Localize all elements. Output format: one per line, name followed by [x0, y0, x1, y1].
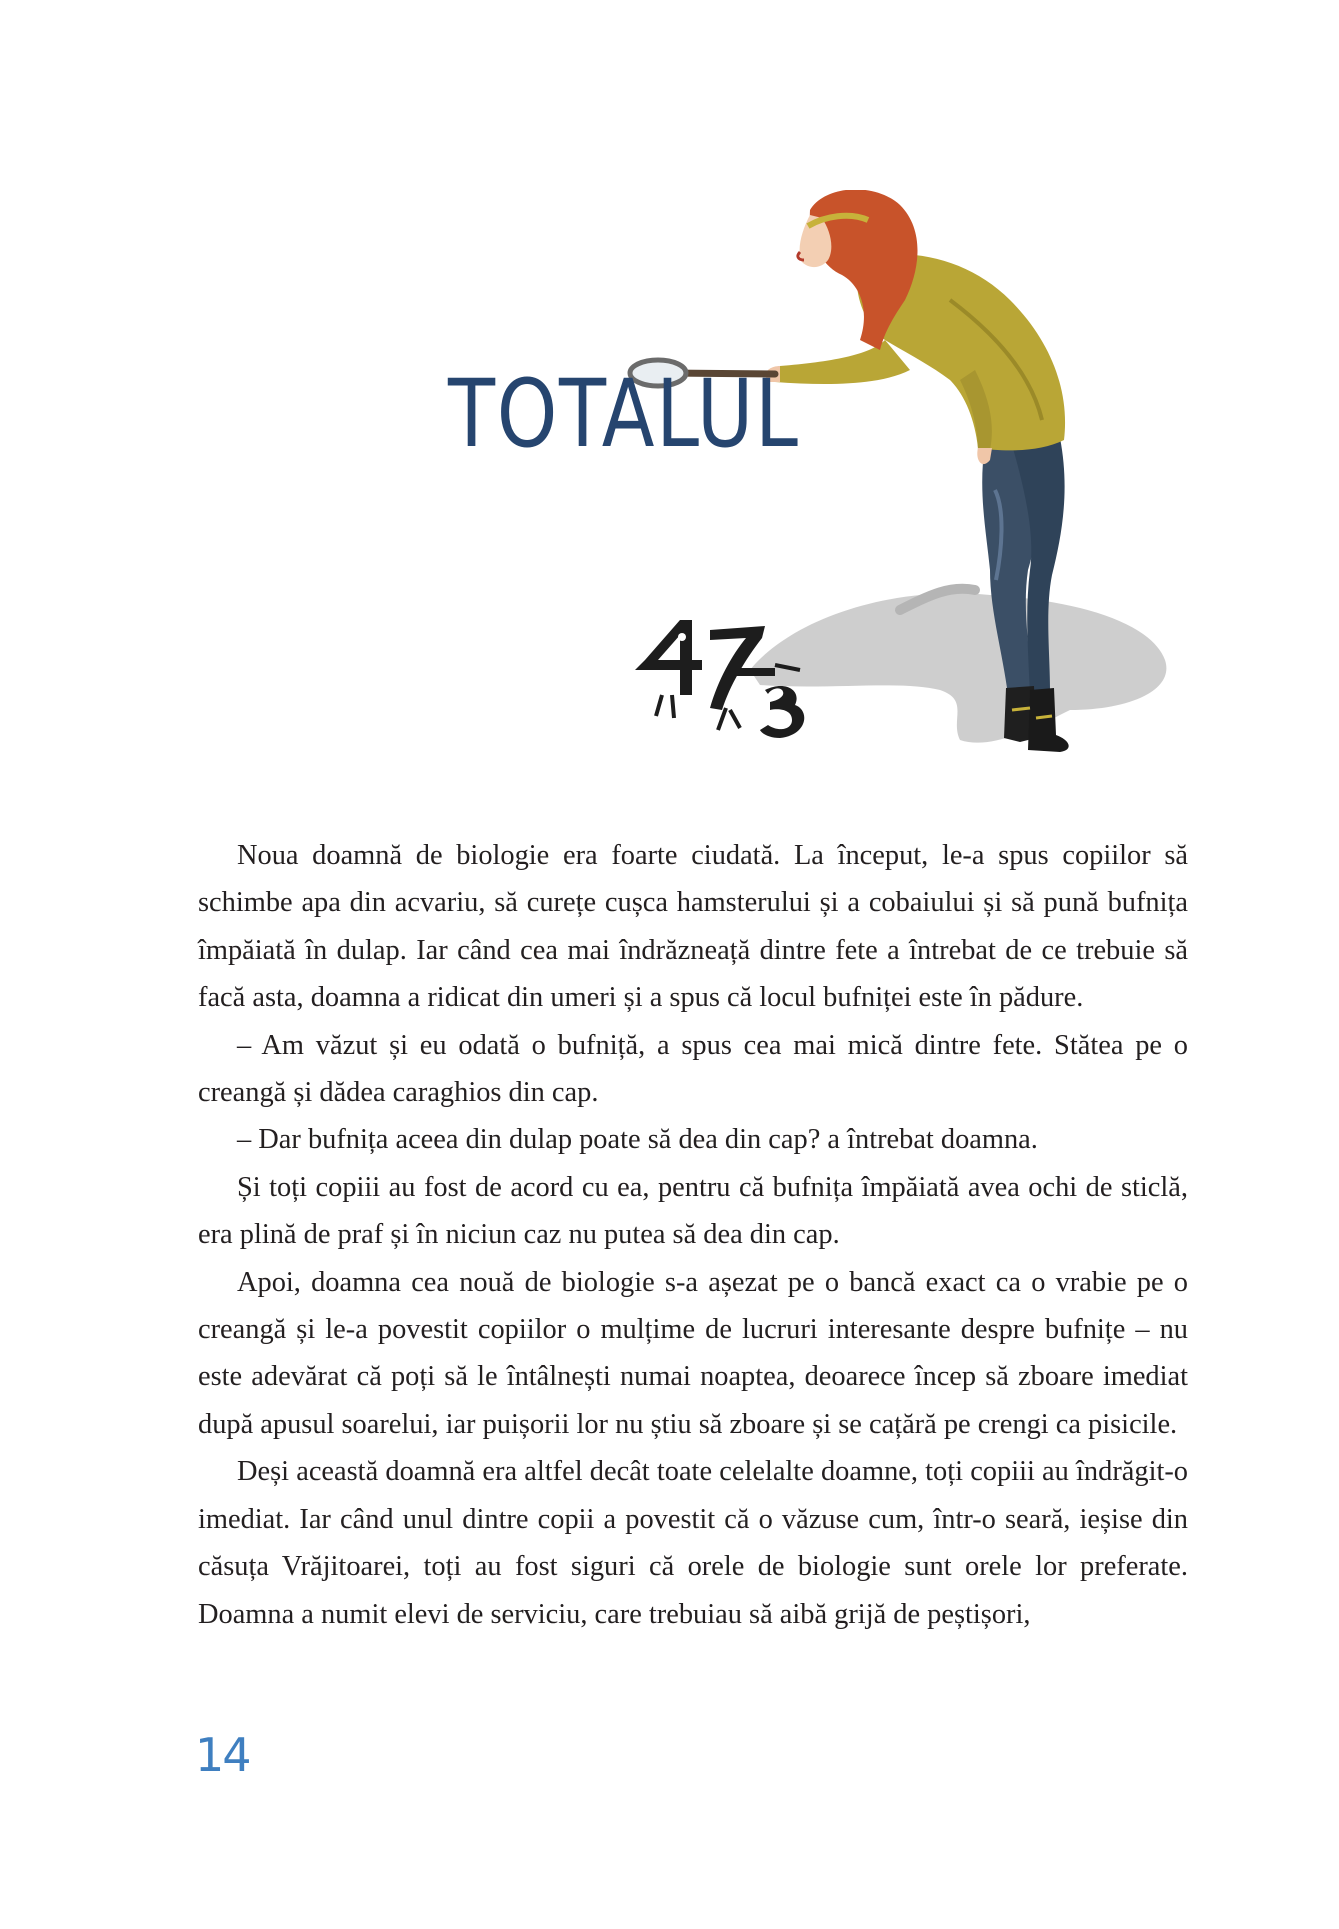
shadow-shape — [750, 593, 1166, 742]
chapter-title: TOTALUL — [448, 360, 800, 469]
paragraph: Apoi, doamna cea nouă de biologie s-a așezat pe o bancă exact ca o vrabie pe o creangă și le-a povestit copiilor o mulțime de lucruri interesante despre bufnițe – nu este adevărat că poți să le întâlnești numai noaptea, deoarece încep să zboare imediat după apusul soarelui, iar puișorii lor nu știu să zboare și se cațără pe crengi ca pisicile. — [198, 1266, 1188, 1440]
sweater — [765, 254, 1065, 464]
paragraph: Deși această doamnă era altfel decât toate celelalte doamne, toți copiii au îndrăgit-o imediat. Iar când unul dintre copii a povestit că o văzuse cum, într-o seară, ieșise din căsuța Vrăjitoarei, toți au fost siguri că orele de biologie sunt orele lor preferate. Doamna a numit elevi de serviciu, care trebuiau să aibă grijă de peștișori, — [198, 1456, 1188, 1630]
body-text — [198, 832, 1188, 1638]
page-number: 14 — [195, 1728, 250, 1782]
paragraph: Și toți copiii au fost de acord cu ea, pentru că bufnița împăiată avea ochi de sticlă, era plină de praf și în niciun caz nu putea să dea din cap. — [198, 1171, 1188, 1251]
paragraph: – Dar bufnița aceea din dulap poate să dea din cap? a întrebat doamna. — [237, 1124, 1038, 1156]
paragraph: Noua doamnă de biologie era foarte ciudată. La început, le-a spus copiilor să schimbe apa din acvariu, să curețe cușca hamsterului și a cobaiului și să pună bufnița împăiată în dulap. Iar când cea mai îndrăzneață dintre fete a întrebat de ce trebuie să facă asta, doamna a ridicat din umeri și a spus că locul bufniței este în pădure. — [198, 840, 1188, 1014]
chapter-illustration — [430, 190, 1190, 770]
paragraph: – Am văzut și eu odată o bufniță, a spus cea mai mică dintre fete. Stătea pe o creangă și dădea caraghios din cap. — [198, 1029, 1188, 1109]
